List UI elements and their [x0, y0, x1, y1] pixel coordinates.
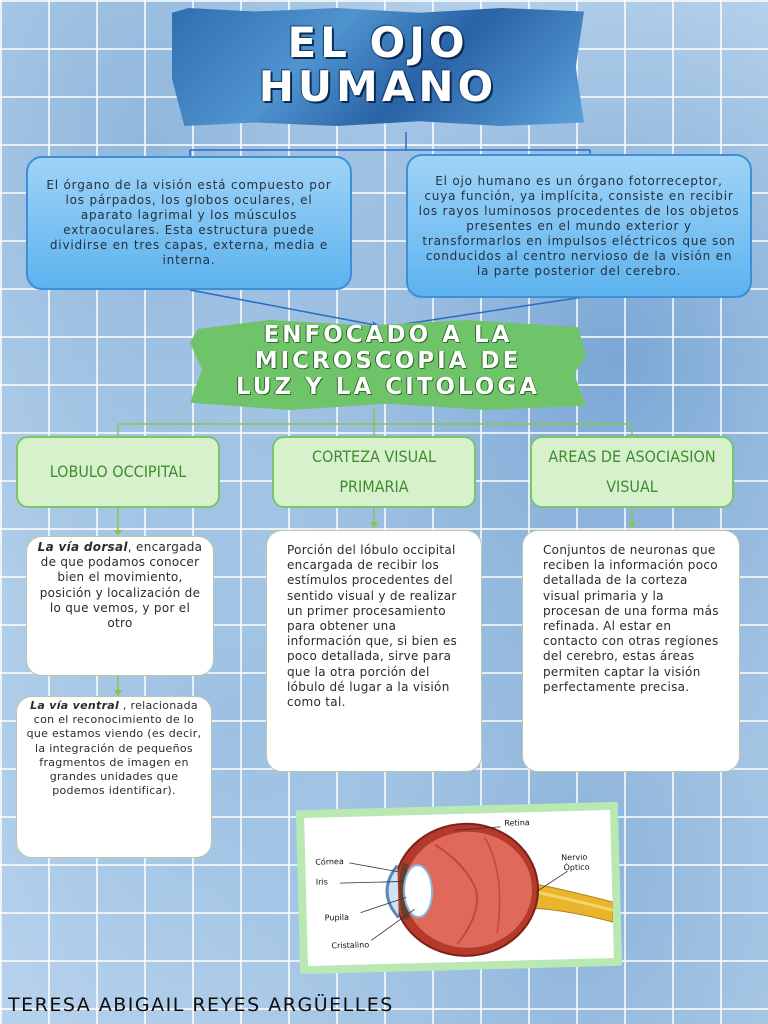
areas-asociacion-text-box	[522, 530, 740, 772]
via-ventral-text: , relacionada con el reconocimiento de lo que estamos viendo (es decir, la integración de pequeños fragmentos de imagen en grandes unidades que podemos identificar).	[26, 699, 202, 798]
label-nervio-line-2: Óptico	[563, 862, 590, 873]
header-areas-asociacion	[530, 436, 734, 508]
label-cornea: Córnea	[315, 857, 344, 867]
header-areas-asociacion-label: AREAS DE ASOCIASION VISUAL	[548, 447, 716, 496]
label-cristalino: Cristalino	[331, 940, 370, 951]
eye-diagram	[304, 810, 614, 966]
label-retina: Retina	[504, 818, 530, 828]
intro-right-box	[406, 154, 752, 298]
header-corteza-visual	[272, 436, 476, 508]
header-corteza-visual-label: CORTEZA VISUAL PRIMARIA	[312, 447, 436, 496]
via-ventral-box	[16, 696, 212, 858]
header-lobulo-occipital-label: LOBULO OCCIPITAL	[49, 462, 187, 481]
title-line-2: HUMANO	[258, 62, 498, 111]
subtitle-line-3: LUZ Y LA CITOLOGA	[235, 374, 541, 400]
via-ventral-title: La vía ventral	[30, 699, 120, 712]
areas-asociacion-text: Conjuntos de neuronas que reciben la información poco detallada de la corteza visual primaria y la procesan de una forma más refinada. Al estar en contacto con otras regiones del cerebro, estas áreas permiten captar la visión perfectamente precisa.	[543, 543, 719, 694]
corteza-visual-text-box	[266, 530, 482, 772]
subtitle-line-2: MICROSCOPIA DE	[254, 348, 522, 374]
title-line-1: EL OJO	[287, 18, 469, 67]
via-dorsal-text: , encargada de que podamos conocer bien el movimiento, posición y localización de lo que vemos, y por el otro	[39, 540, 203, 631]
label-pupila: Pupila	[324, 912, 350, 923]
via-dorsal-title: La vía dorsal	[37, 540, 128, 554]
intro-left-box	[26, 156, 352, 290]
label-iris: Iris	[315, 877, 328, 887]
corteza-visual-text: Porción del lóbulo occipital encargada de recibir los estímulos procedentes del sentido visual y de realizar un primer procesamiento para obtener una información que, si bien es poco detallada, sirve para que la otra porción del lóbulo dé lugar a la visión como tal.	[287, 543, 458, 710]
eye-diagram-frame	[296, 802, 622, 974]
subtitle-line-1: ENFOCADO A LA	[263, 322, 513, 348]
via-dorsal-box	[26, 536, 214, 676]
intro-left-text: El órgano de la visión está compuesto por los párpados, los globos oculares, el aparato lagrimal y los músculos extraoculares. Esta estructura puede dividirse en tres capas, externa, media e interna.	[46, 178, 332, 267]
header-lobulo-occipital	[16, 436, 220, 508]
label-nervio-line-1: Nervio	[561, 852, 588, 863]
intro-right-text: El ojo humano es un órgano fotorreceptor, cuya función, ya implícita, consiste en recibir los rayos luminosos procedentes de los objetos presentes en el mundo exterior y transformarlos en impulsos eléctricos que son conducidos al centro nervioso de la visión en la parte posterior del cerebro.	[418, 173, 740, 278]
author-name: TERESA ABIGAIL REYES ARGÜELLES	[8, 994, 394, 1016]
